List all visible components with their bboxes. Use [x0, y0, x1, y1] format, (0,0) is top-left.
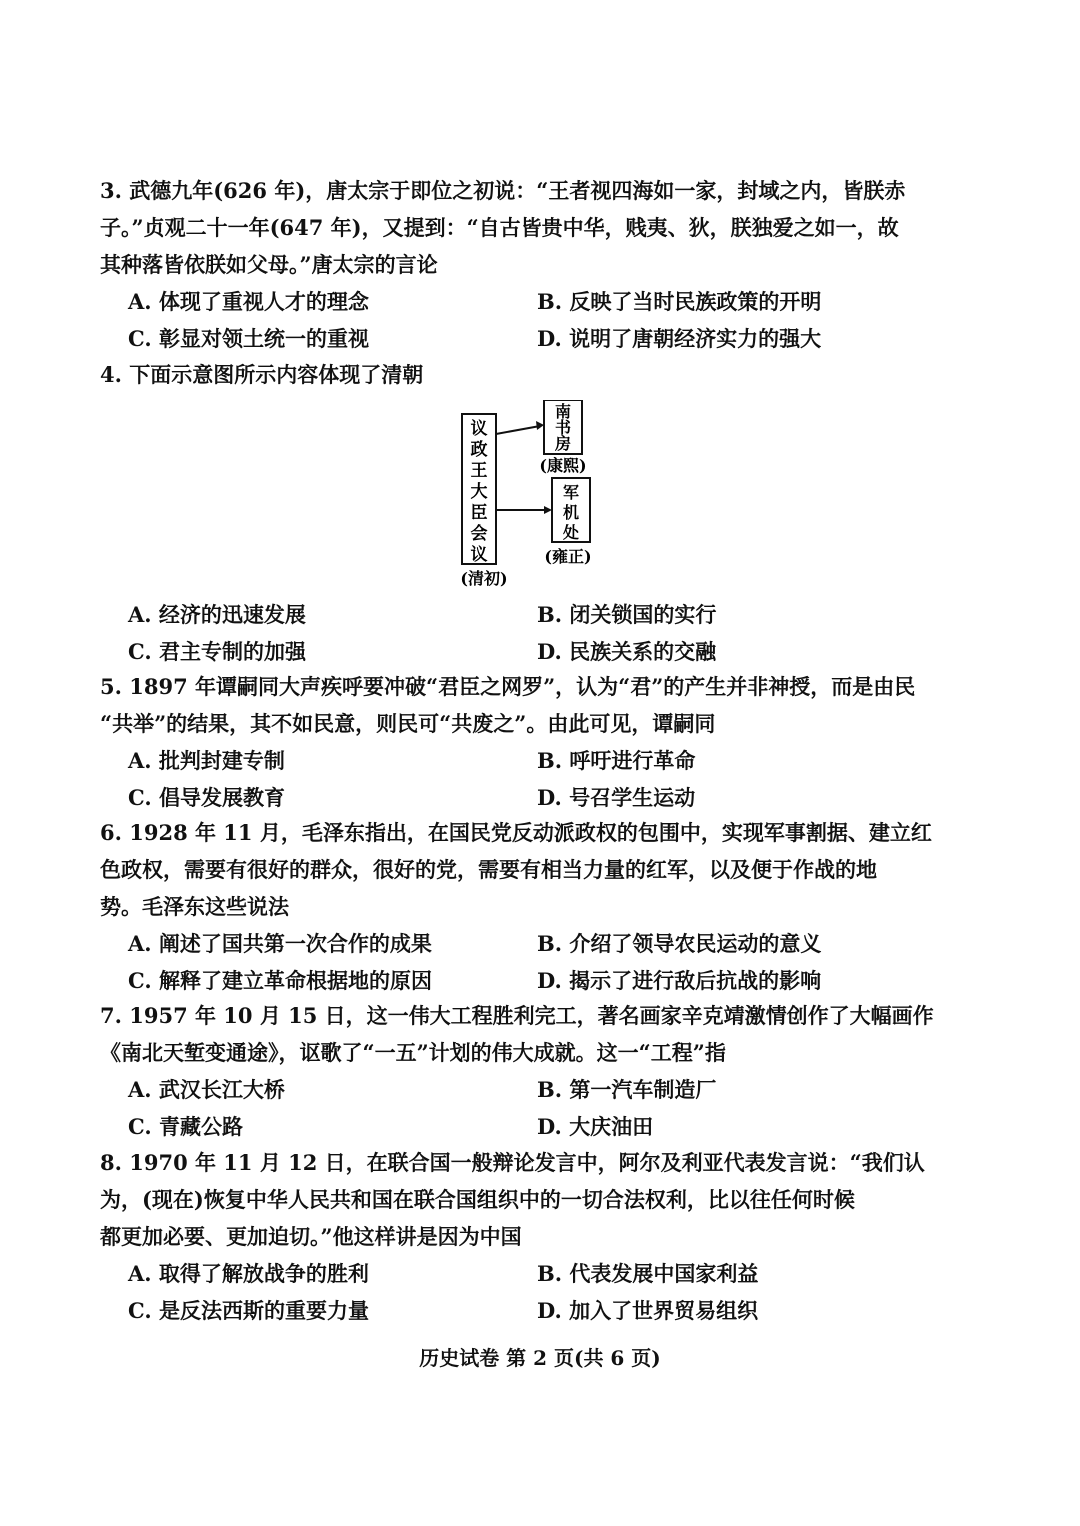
question-stem-line: 子。”贞观二十一年(647 年)，又提到：“自古皆贵中华，贱夷、狄，朕独爱之如一，故: [100, 215, 899, 240]
option-c[interactable]: C. 解释了建立革命根据地的原因: [128, 968, 432, 993]
option-b[interactable]: B. 第一汽车制造厂: [537, 1077, 717, 1102]
option-a[interactable]: A. 武汉长江大桥: [128, 1077, 285, 1102]
option-d[interactable]: D. 号召学生运动: [537, 785, 696, 810]
bottom-box-char: 军: [562, 483, 580, 502]
top-box-char: 书: [554, 418, 572, 437]
bottom-caption: (雍正): [544, 547, 592, 566]
option-a[interactable]: A. 批判封建专制: [128, 748, 285, 773]
question-stem-line: 5. 1897 年谭嗣同大声疾呼要冲破“君臣之网罗”，认为“君”的产生并非神授，而是由民: [100, 674, 916, 699]
option-c[interactable]: C. 是反法西斯的重要力量: [128, 1298, 369, 1323]
question-4-options: [100, 596, 940, 670]
left-box-char: 臣: [470, 503, 488, 523]
question-stem-line: 8. 1970 年 11 月 12 日，在联合国一般辩论发言中，阿尔及利亚代表发言说：“我们认: [100, 1150, 925, 1175]
option-a[interactable]: A. 经济的迅速发展: [128, 602, 306, 627]
option-d[interactable]: D. 说明了唐朝经济实力的强大: [537, 326, 822, 351]
option-c[interactable]: C. 青藏公路: [128, 1114, 243, 1139]
page-footer: 历史试卷 第 2 页(共 6 页): [419, 1346, 661, 1370]
arrowhead-bottom: [544, 506, 552, 514]
question-stem-line: 其种落皆依朕如父母。”唐太宗的言论: [100, 252, 438, 277]
question-stem-line: 为，(现在)恢复中华人民共和国在联合国组织中的一切合法权利，比以往任何时候: [100, 1187, 855, 1212]
arrowhead-top: [536, 421, 544, 430]
option-a[interactable]: A. 阐述了国共第一次合作的成果: [128, 931, 432, 956]
question-stem-line: 《南北天堑变通途》，讴歌了“一五”计划的伟大成就。这一“工程”指: [100, 1040, 726, 1065]
question-5: [100, 668, 940, 816]
question-stem-line: 色政权，需要有很好的群众，很好的党，需要有相当力量的红军，以及便于作战的地: [100, 857, 877, 882]
option-b[interactable]: B. 介绍了领导农民运动的意义: [537, 931, 822, 956]
option-b[interactable]: B. 呼吁进行革命: [537, 748, 696, 773]
option-d[interactable]: D. 揭示了进行敌后抗战的影响: [537, 968, 822, 993]
question-stem-line: 势。毛泽东这些说法: [100, 894, 289, 919]
left-box-char: 议: [470, 545, 488, 565]
option-a[interactable]: A. 体现了重视人才的理念: [128, 289, 369, 314]
option-d[interactable]: D. 加入了世界贸易组织: [537, 1298, 759, 1323]
option-d[interactable]: D. 民族关系的交融: [537, 639, 717, 664]
bottom-box-char: 处: [562, 523, 580, 542]
option-c[interactable]: C. 君主专制的加强: [128, 639, 306, 664]
qing-institution-diagram: [440, 400, 640, 600]
arrow-to-top-box: [496, 426, 540, 434]
question-stem-line: 4. 下面示意图所示内容体现了清朝: [100, 362, 424, 387]
question-stem-line: 3. 武德九年(626 年)，唐太宗于即位之初说：“王者视四海如一家，封域之内，皆朕赤: [100, 178, 906, 203]
option-c[interactable]: C. 彰显对领土统一的重视: [128, 326, 369, 351]
question-8: [100, 1144, 940, 1329]
top-box-char: 房: [554, 434, 572, 453]
question-stem-line: 7. 1957 年 10 月 15 日，这一伟大工程胜利完工，著名画家辛克靖激情创作了大幅画作: [100, 1003, 934, 1028]
left-box-char: 会: [470, 524, 488, 544]
left-box-char: 政: [470, 440, 488, 460]
left-box-char: 大: [470, 482, 488, 502]
option-d[interactable]: D. 大庆油田: [537, 1114, 654, 1139]
option-a[interactable]: A. 取得了解放战争的胜利: [128, 1261, 369, 1286]
question-7: [100, 997, 940, 1145]
question-4: [100, 356, 940, 393]
top-caption: (康熙): [539, 456, 587, 475]
option-b[interactable]: B. 闭关锁国的实行: [537, 602, 717, 627]
bottom-box-char: 机: [562, 503, 580, 522]
left-caption: (清初): [460, 569, 508, 588]
option-c[interactable]: C. 倡导发展教育: [128, 785, 285, 810]
option-b[interactable]: B. 代表发展中国家利益: [537, 1261, 759, 1286]
question-stem-line: 都更加必要、更加迫切。”他这样讲是因为中国: [100, 1224, 522, 1249]
option-b[interactable]: B. 反映了当时民族政策的开明: [537, 289, 822, 314]
question-stem-line: “共举”的结果，其不如民意，则民可“共废之”。由此可见，谭嗣同: [100, 711, 716, 736]
question-6: [100, 814, 940, 999]
question-stem-line: 6. 1928 年 11 月，毛泽东指出，在国民党反动派政权的包围中，实现军事割据、建立红: [100, 820, 932, 845]
question-3: [100, 172, 940, 357]
top-box-char: 南: [554, 402, 572, 421]
left-box-char: 议: [470, 419, 488, 439]
left-box-char: 王: [470, 461, 488, 481]
